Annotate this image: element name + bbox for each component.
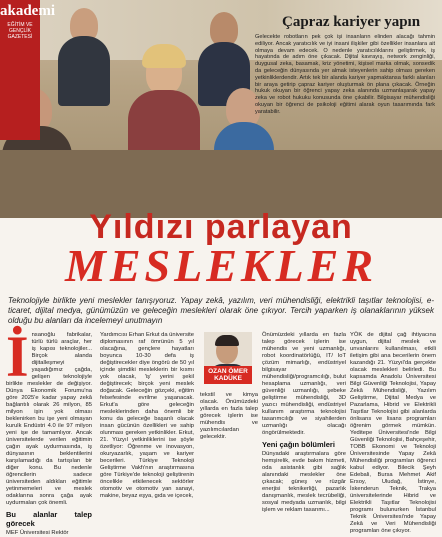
column-2-text: Yardımcısı Erhan Erkut da üniversite diplomasının raf ömrünün 5 yıl olacağına, gençlere hayatları boyunca 10-30 defa iş değiştirecekler diye öngörü de 50 yıl içinde şimdiki mesleklerin bir kısmı yok olacak, 'iş' yerini şekil değiştirecek; birçok yeni meslek doğacak. Geleceğin gözçeki, eğitim felsefesinde evrilme yaşanacak. Erkut'a göre geleceğin mesleklerinden daha önemli bir konu da geleceğe başarılı olacak insan gücünün özellikleri ve sahip olunması gereken yetkinlikler. Erkut, 21. Yüzyıl yetkinliklerini ise şöyle özetliyor: Öğrenme ve inovasyon, okuryazarlık, yaşam ve kariyer becerileri. Türkiye Teknoloji Geliştirme Vakfı'nın araştırmasına göre Türkiye'de teknoloji geliştirenin öncelikle etkilenecek sektörler otomotiv ve otomotiv yan sanayi, makine, beyaz eşya, gıda ve içecek,	[100, 332, 194, 499]
headline-line2: MESLEKLER	[64, 240, 378, 291]
column-4-text-2: Dünyadaki araştırmalara göre hemşirelik, evde bakım hizmeti, oda asistanlık gibi sağlık alanındaki meslekler öne çıkacak; güneş ve rüzgâr enerjisi teknikerliği, pazarlık danışmanlık, meslek tecrübeliği, sosyal medyada uzmanlık, bilgi işlem ve reklam tasarımı...	[262, 451, 346, 513]
kicker-title: Çapraz kariyer yapın	[282, 14, 421, 30]
headline-line1: Yıldızı parlayan	[89, 208, 353, 246]
section-name: akademi	[0, 3, 56, 19]
deck-text: Teknolojiyle birlikte yeni meslekler tanışıyoruz. Yapay zekâ, yazılım, veri mühendisliği, elektrikli taşıtlar teknolojisi, e-ticaret, dijital medya, günümüzün ve geleceğin meslekleri olarak öne çıkıyor. Tercih yaparken iş olanaklarının yüksek olduğu bu alanları da incelemeyi unutmayın	[8, 296, 434, 325]
student-figure	[142, 44, 186, 68]
column-1-subhead: Bu alanlar talep görecek	[6, 510, 92, 528]
column-1	[6, 324, 92, 536]
column-3-text: tekstil ve kimya olacak. Önümüzdeki yıllarda en fazla talep görecek işlerin ise mühendis ve yazılımcılardan gelecektir.	[200, 392, 258, 440]
intro-text: Gelecekte robotların pek çok işi insanların elinden alacağı tahmin ediliyor. Ancak yaratıcılık ve iyi insani ilişkiler gibi özellikler insanlara ait olmaya devam edecek. O nedenle yaratıcılıklarını geliştirmek, iş hayatında de adım öne çıkacak. Dijital kavrayış, network zenginliği, duygusal zeka, basamak, kriz yönetimi, kişisel marka olmak, sonsedik da geleceğin dünyasında yer almak isteyenlerin sahip olması gereken yetkinliklerdendir. Artık tek bir alanda kariyer yapmaktansa farklı alanları bir araya getirip çapraz kariyer oluşturmak ön plana çıkacak. Örneğin hukuk okuyan bir öğrenci yapay zeka alanında uzmanlaşarak yapay zeka ve robot hukuku konusunda öne çıkabilir. Bilgisayar mühendisliği okuyan bir öğrenci de psikoloji eğitimi alarak oyun tasarımında fark yaratabilir.	[255, 34, 435, 115]
column-4	[262, 332, 346, 513]
student-figure	[58, 36, 110, 106]
section-strip	[0, 0, 56, 140]
author-byline: OZAN ÖMER KADÜKE	[204, 366, 252, 384]
student-figure	[128, 90, 200, 158]
column-3	[200, 392, 258, 498]
column-5-text: YÖK de dijital çağ ihtiyacına uygun, dijital meslek ve unvanlarını kullanılması, etkili iletişim gibi ana becerilerin önem kazandığı 21. Yüzyıl'da gerçekte olacak meslekleri belirledi. Bu kapsamda Anadolu Üniversitesi Bilgi Güvenliği Teknolojisi, Yapay Zekâ Mühendisliği, Yazılım Geliştirme, Dijital Medya ve Pazarlama, Hibrid ve Elektrikli Taşıtlar Teknolojisi gibi alanlarda önlisans ve lisans programları öğrenim görmek mümkün. Yeditepe Üniversitesi'nde Bilgi Güvenliği Teknolojisi, Bahçeşehir, TOBB Ekonomi ve Teknoloji Üniversitesinde Yapay Zekâ Mühendisliği programları öğrenci kabul ediyor. Bilecik Şeyh Edebali, Bursa Mehmet Akif Ersoy, Uludağ, İstinye, İskenderun Teknik, Trakya üniversitelerinde Hibrid ve Elektrikli Taşıtlar Teknolojisi programı bulunurken İstanbul Teknik Üniversitesi'nde Yapay Zekâ ve Veri Mühendisliği programları öne çıkıyor.	[350, 332, 436, 534]
column-5	[350, 332, 436, 534]
student-figure	[210, 12, 238, 46]
drop-cap: İ	[6, 324, 29, 389]
section-subtitle: EĞİTİM VE GENÇLİK GAZETESİ	[7, 22, 33, 40]
author-hair	[215, 335, 239, 346]
headline	[0, 208, 442, 291]
column-1-text-2: MEF Üniversitesi Rektör	[6, 530, 69, 536]
column-1-text: nsanoğlu fabrikalar, türlü türlü araçlar, her iş kapısı teknolojiler... Birçok alanda dijitalleşmeyi yaşadığımız çağda, gelişen teknolojiyle birlikte meslekler de değişiyor. Dünya Ekonomik Forumu'na göre 2025'e kadar yapay zekâ bağlantılı olarak 26 milyon, 85 milyon işin yok olması beklenirken bu işe yeni olmayan kurulk Endüstri 4.0 ile 97 milyon yeni işe de tamamlıyor. Ancak üniversitelerde verilen eğitimin çağın ayak uydurmasında, iş dünyasının beklentilerini karşılamadığı da tartışılan bir diğer konu. Bu nedenle öğrencilerin sadece üniversiteden aldıkları eğitimle yetinmemeleri ve meslek odaklarına sonra çağa ayak uydurmaları çok önemli.	[6, 332, 92, 506]
column-2	[100, 332, 194, 498]
column-4-subhead: Yeni çağın bölümleri	[262, 440, 335, 449]
column-4-text: Önümüzdeki yıllarda en fazla talep görecek işlerin ise mühendis ve yeni uzmanlığı, robot koordinatörlüğü, IT/ IoT çözüm mimarlığı, endüstriyel bilgisayar mühendisliği/programcılığı, bulut hesaplama uzmanlığı, veri güvenliği uzmanlığı, şebeke geliştirme mühendisliği, 3D yazıcı mühendisliği, endüstriyel kullanım araştırma teknolojisi tasarımcılığı ve siyahilerden uzmanlığı olacağı öngörülmektedir.	[262, 332, 346, 436]
